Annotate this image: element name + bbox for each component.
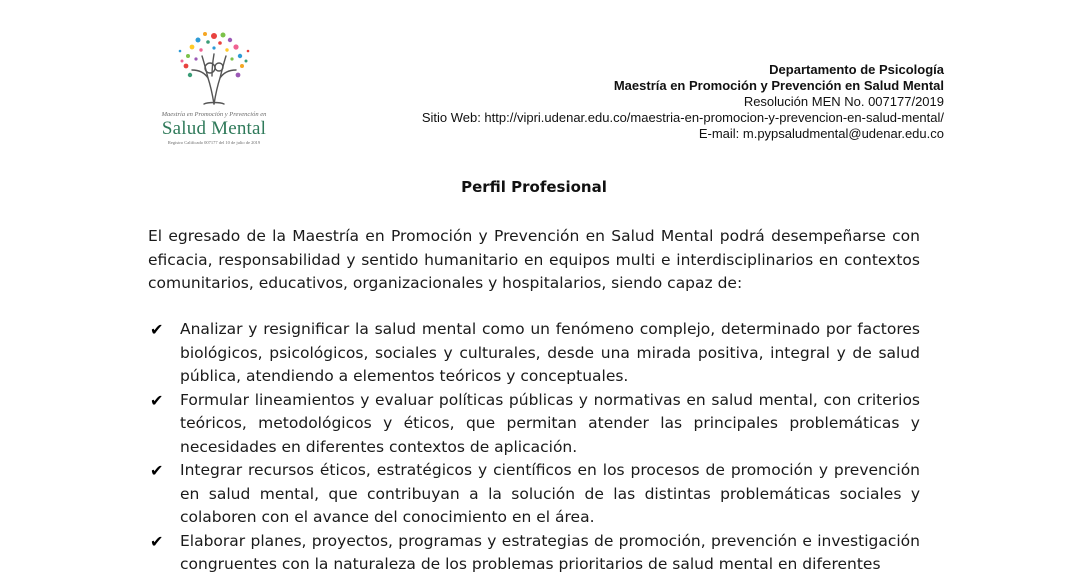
logo-subtitle: Maestría en Promoción y Prevención en xyxy=(161,111,267,118)
logo-title: Salud Mental xyxy=(161,118,267,139)
program-logo xyxy=(158,26,270,146)
list-item-text: Formular lineamientos y evaluar políticas públicas y normativas en salud mental, con criterios teóricos, metodológicos y éticos, que permitan atender las principales problemáticas y necesidades en diferentes contextos de aplicación. xyxy=(180,390,920,456)
checkmark-icon: ✔ xyxy=(150,531,164,551)
list-item-text: Elaborar planes, proyectos, programas y estrategias de promoción, prevención e investigación congruentes con la naturaleza de los problemas prioritarios de salud mental en diferentes xyxy=(180,531,920,573)
list-item-text: Integrar recursos éticos, estratégicos y científicos en los procesos de promoción y prevención en salud mental, que contribuyan a la solución de las distintas problemáticas sociales y colaboren con el avance del conocimiento en el área. xyxy=(180,461,920,526)
program-name: Maestría en Promoción y Prevención en Salud Mental xyxy=(613,78,944,93)
checkmark-icon: ✔ xyxy=(150,390,164,410)
tree-logo-icon xyxy=(168,26,260,110)
logo-registration: Registro Calificado 007177 del 10 de julio de 2019 xyxy=(167,140,261,145)
checkmark-icon: ✔ xyxy=(150,320,164,339)
competencies-list xyxy=(148,318,920,577)
header-info xyxy=(422,62,944,142)
list-item xyxy=(148,389,920,460)
department-name: Departamento de Psicología xyxy=(769,62,944,77)
list-item xyxy=(148,459,920,530)
list-item xyxy=(148,530,920,577)
list-item-text: Analizar y resignificar la salud mental como un fenómeno complejo, determinado por factores biológicos, psicológicos, sociales y culturales, desde una mirada positiva, integral y de salud pública, atendiendo a elementos teóricos y conceptuales. xyxy=(180,320,920,385)
resolution-text: Resolución MEN No. 007177/2019 xyxy=(743,94,944,109)
intro-paragraph: El egresado de la Maestría en Promoción y Prevención en Salud Mental podrá desempeñarse con eficacia, responsabilidad y sentido humanitario en equipos multi e interdisciplinarios en contextos comunitarios, educativos, organizacionales y hospitalarios, siendo capaz de: xyxy=(148,227,920,292)
checkmark-icon: ✔ xyxy=(150,461,164,480)
website-link[interactable]: Sitio Web: http://vipri.udenar.edu.co/maestria-en-promocion-y-prevencion-en-salud-mental/ xyxy=(421,110,944,125)
list-item xyxy=(148,318,920,389)
email-link[interactable]: E-mail: m.pypsaludmental@udenar.edu.co xyxy=(698,126,944,141)
page-title: Perfil Profesional xyxy=(461,178,607,196)
